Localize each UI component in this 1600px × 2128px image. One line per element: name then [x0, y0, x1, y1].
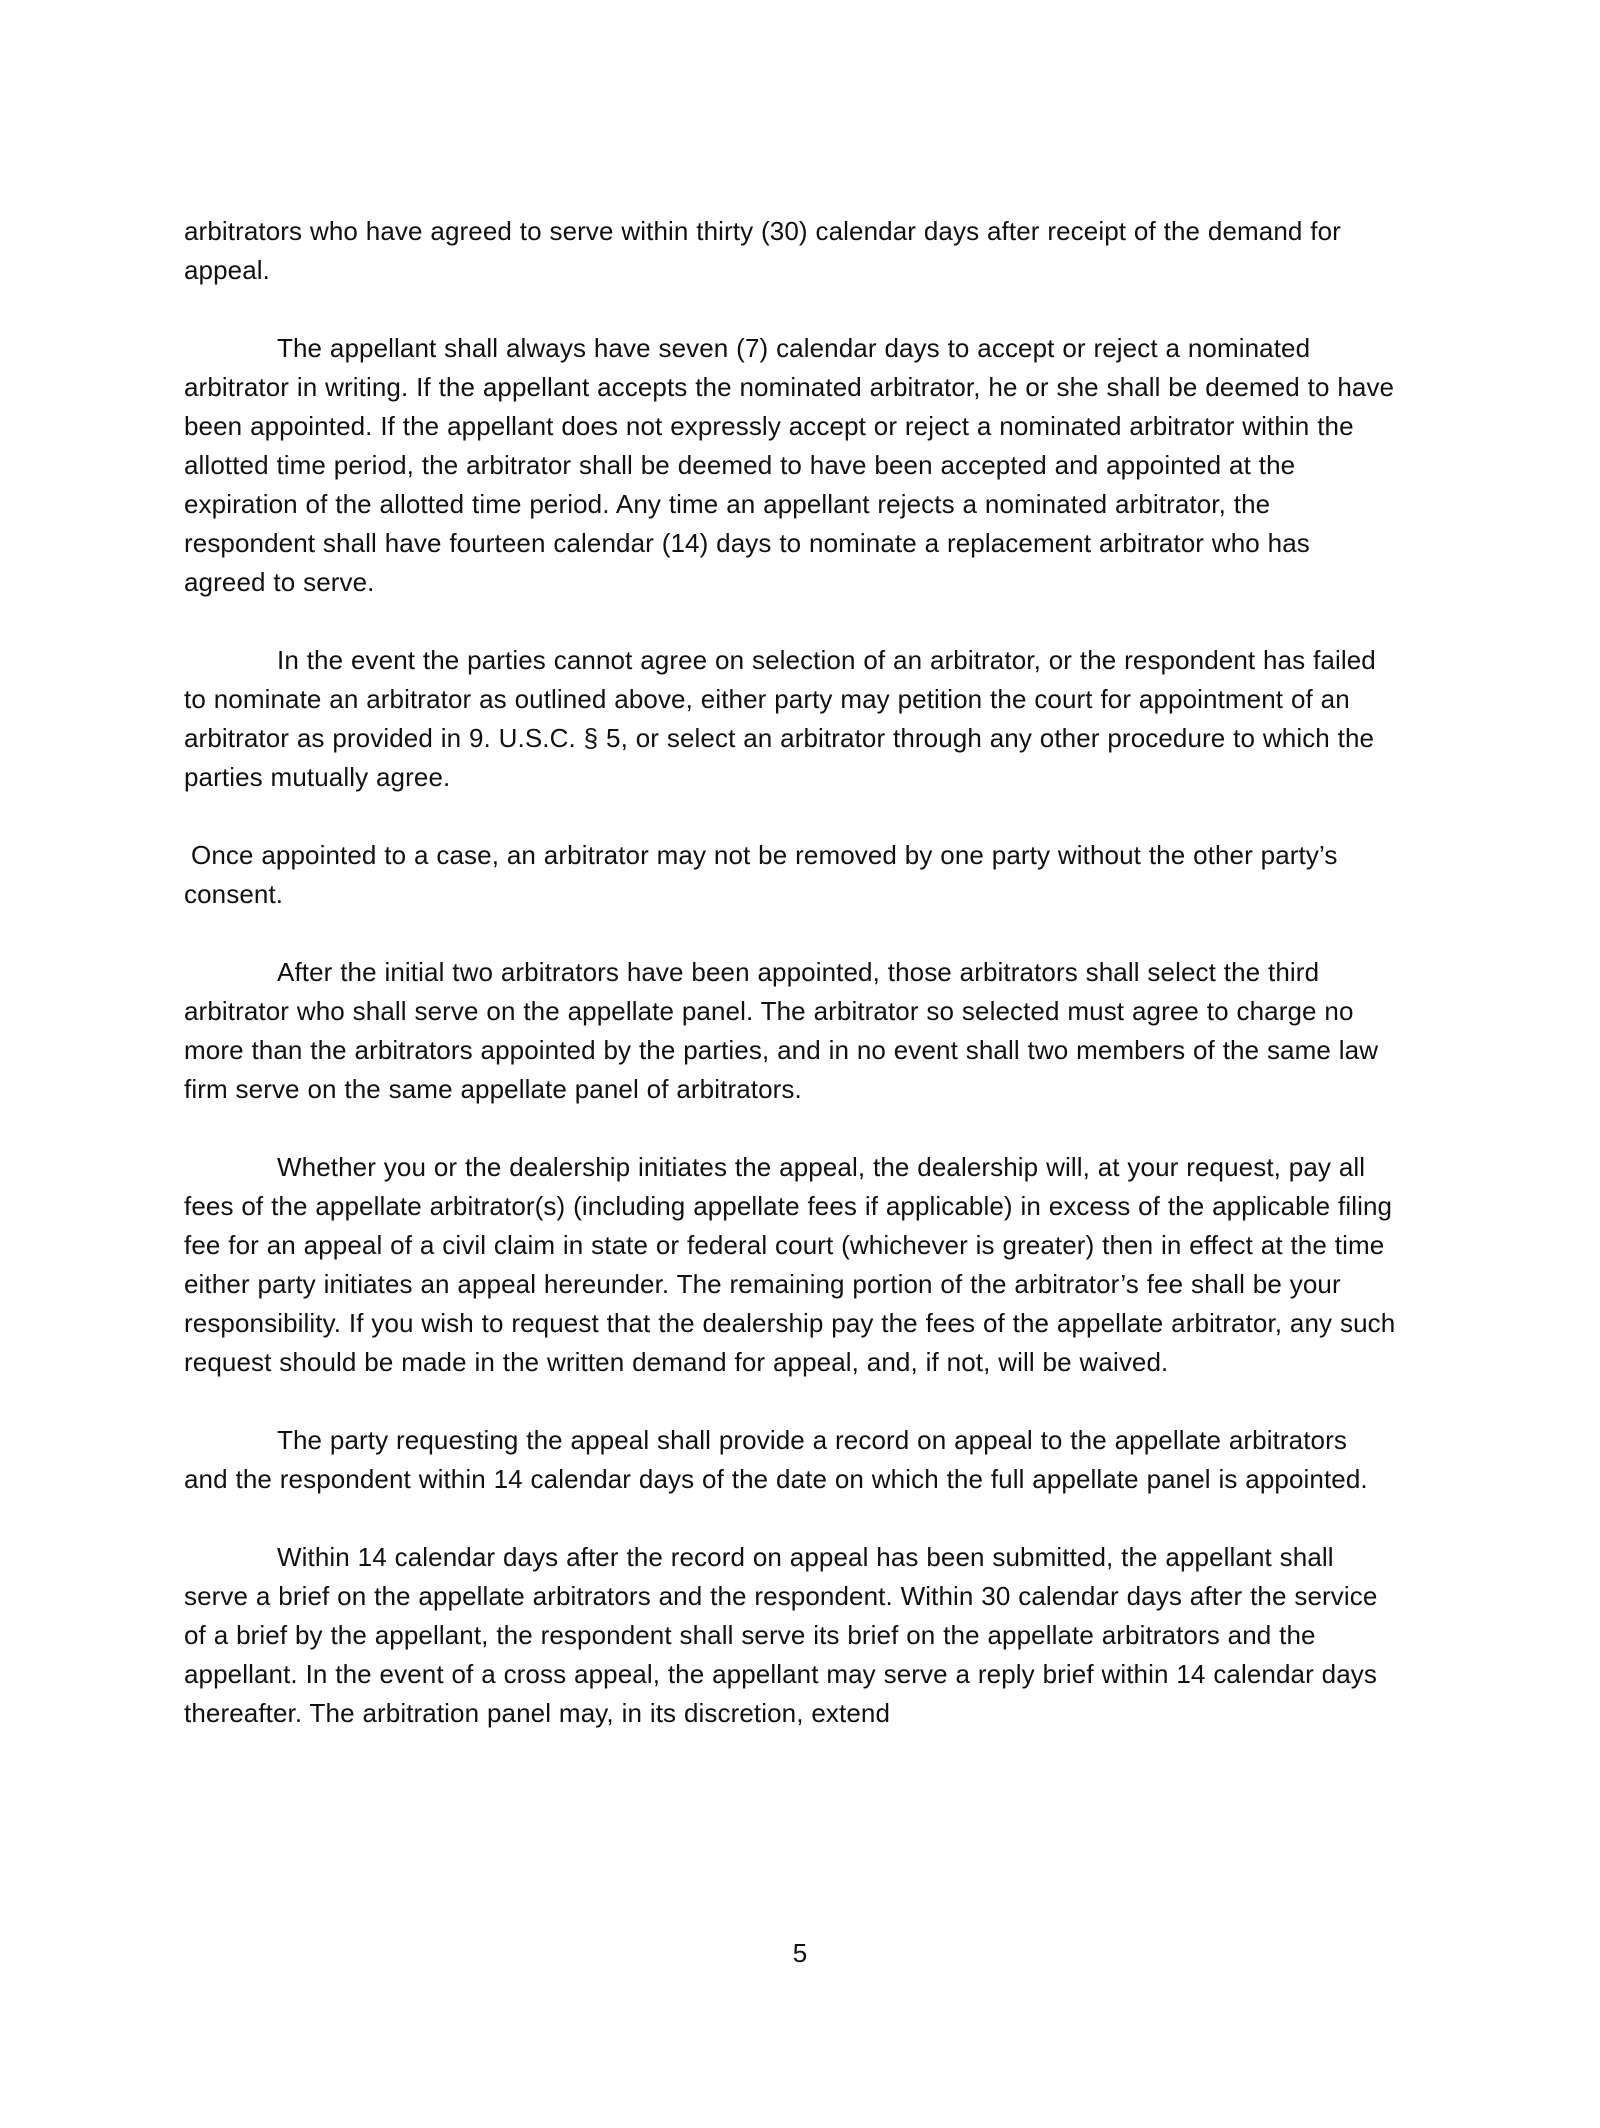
paragraph-6: Whether you or the dealership initiates the appeal, the dealership will, at your request, pay all fees of the appellate arbitrator(s) (including appellate fees if applicable) in excess of the applicable filing fee for an appeal of a civil claim in state or federal court (whichever is greater) then in effect at the time either party initiates an appeal hereunder. The remaining portion of the arbitrator’s fee shall be your responsibility. If you wish to request that the dealership pay the fees of the appellate arbitrator, any such request should be made in the written demand for appeal, and, if not, will be waived.	[184, 1152, 1396, 1377]
document-body	[184, 212, 1396, 1772]
page-number: 5	[792, 1938, 808, 1968]
paragraph-7: The party requesting the appeal shall provide a record on appeal to the appellate arbitrators and the respondent within 14 calendar days of the date on which the full appellate panel is appointed.	[184, 1425, 1368, 1494]
paragraph-5: After the initial two arbitrators have been appointed, those arbitrators shall select the third arbitrator who shall serve on the appellate panel. The arbitrator so selected must agree to charge no more than the arbitrators appointed by the parties, and in no event shall two members of the same law firm serve on the same appellate panel of arbitrators.	[184, 957, 1379, 1104]
paragraph-3: In the event the parties cannot agree on selection of an arbitrator, or the respondent has failed to nominate an arbitrator as outlined above, either party may petition the court for appointment of an arbitrator as provided in 9. U.S.C. § 5, or select an arbitrator through any other procedure to which the parties mutually agree.	[184, 645, 1376, 792]
paragraph-2: The appellant shall always have seven (7) calendar days to accept or reject a nominated arbitrator in writing. If the appellant accepts the nominated arbitrator, he or she shall be deemed to have been appointed. If the appellant does not expressly accept or reject a nominated arbitrator within the allotted time period, the arbitrator shall be deemed to have been accepted and appointed at the expiration of the allotted time period. Any time an appellant rejects a nominated arbitrator, the respondent shall have fourteen calendar (14) days to nominate a replacement arbitrator who has agreed to serve.	[184, 333, 1395, 597]
paragraph-8: Within 14 calendar days after the record on appeal has been submitted, the appellant shall serve a brief on the appellate arbitrators and the respondent. Within 30 calendar days after the service of a brief by the appellant, the respondent shall serve its brief on the appellate arbitrators and the appellant. In the event of a cross appeal, the appellant may serve a reply brief within 14 calendar days thereafter. The arbitration panel may, in its discretion, extend	[184, 1542, 1378, 1728]
paragraph-1: arbitrators who have agreed to serve within thirty (30) calendar days after receipt of the demand for appeal.	[184, 216, 1341, 285]
paragraph-4: Once appointed to a case, an arbitrator may not be removed by one party without the other party’s consent.	[184, 840, 1338, 909]
